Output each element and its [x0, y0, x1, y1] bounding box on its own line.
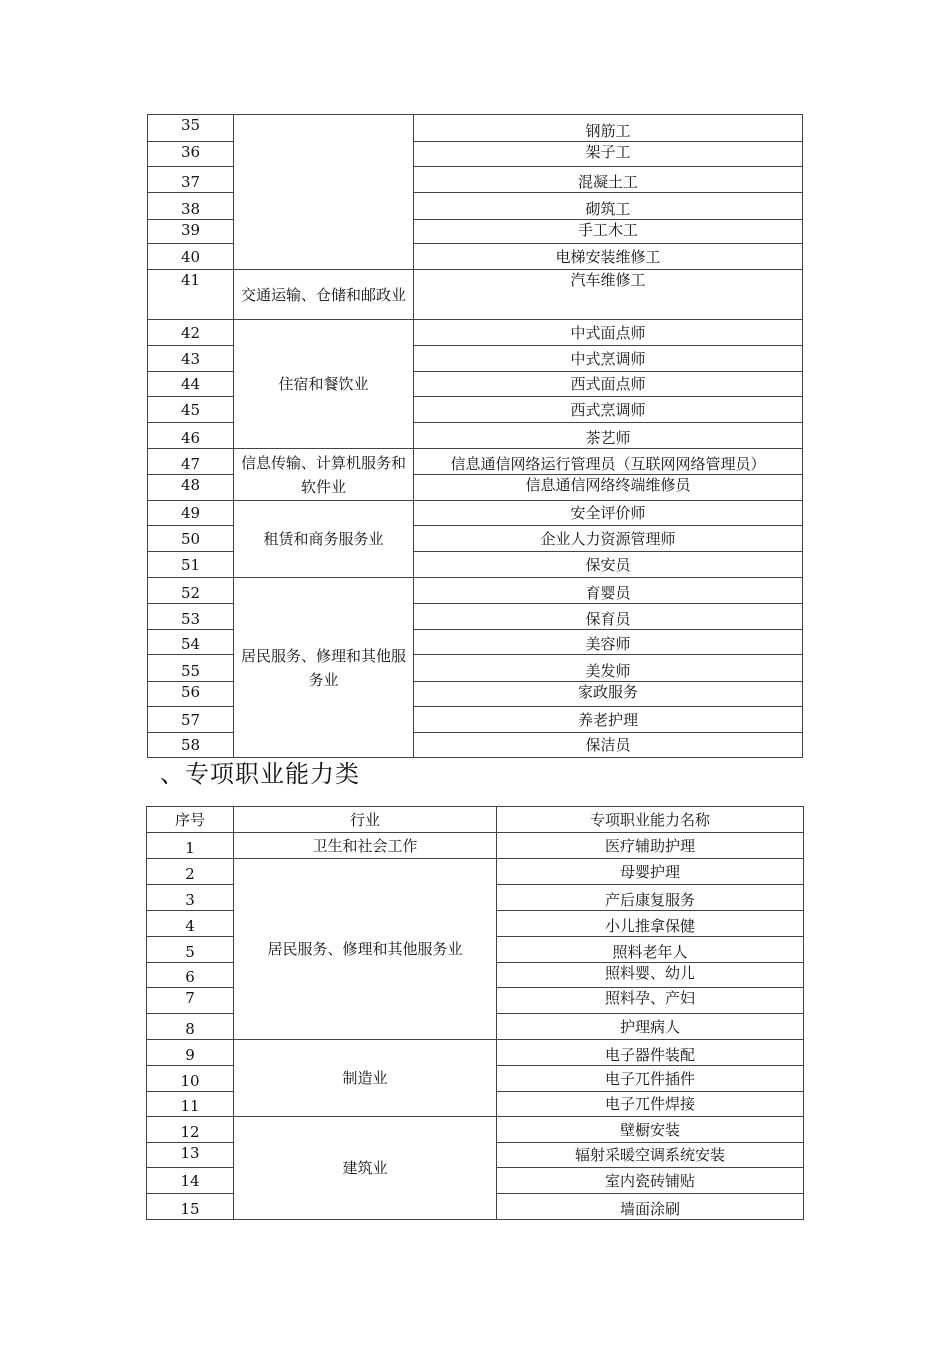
occupation-name: 保安员: [414, 552, 803, 578]
row-number: 35: [148, 115, 234, 142]
row-number: 40: [148, 244, 234, 270]
occupation-name: 架子工: [414, 142, 803, 167]
ability-name: 电子兀件焊接: [497, 1092, 804, 1117]
occupation-name: 汽车维修工: [414, 270, 803, 320]
row-number: 8: [147, 1014, 234, 1040]
occupation-name: 美容师: [414, 630, 803, 655]
occupation-name: 养老护理: [414, 707, 803, 733]
row-number: 9: [147, 1040, 234, 1066]
row-number: 2: [147, 859, 234, 885]
row-number: 10: [147, 1066, 234, 1092]
occupation-name: 美发师: [414, 655, 803, 682]
industry-cell: 居民服务、修理和其他服务业: [234, 859, 497, 1040]
table-row: [147, 833, 804, 859]
row-number: 3: [147, 885, 234, 911]
row-number: 12: [147, 1117, 234, 1143]
industry-cell: 卫生和社会工作: [234, 833, 497, 859]
row-number: 1: [147, 833, 234, 859]
occupation-name: 信息通信网络运行管理员（互联网网络管理员）: [414, 449, 803, 475]
row-number: 56: [148, 682, 234, 707]
table-row: [148, 449, 803, 475]
row-number: 48: [148, 475, 234, 501]
row-number: 53: [148, 604, 234, 630]
section-heading: 、专项职业能力类: [160, 760, 360, 788]
ability-name: 照料老年人: [497, 937, 804, 963]
occupation-name: 企业人力资源管理师: [414, 526, 803, 552]
table-row: [148, 270, 803, 320]
ability-name: 电子兀件插件: [497, 1066, 804, 1092]
industry-cell: 住宿和餐饮业: [234, 320, 414, 449]
row-number: 37: [148, 167, 234, 193]
row-number: 39: [148, 220, 234, 244]
industry-cell: 建筑业: [234, 1117, 497, 1220]
occupation-name: 保洁员: [414, 733, 803, 758]
occupation-name: 中式烹调师: [414, 346, 803, 372]
row-number: 55: [148, 655, 234, 682]
row-number: 7: [147, 988, 234, 1014]
occupation-name: 信息通信网络终端维修员: [414, 475, 803, 501]
occupation-name: 家政服务: [414, 682, 803, 707]
ability-name: 护理病人: [497, 1014, 804, 1040]
industry-cell: 居民服务、修理和其他服务业: [234, 578, 414, 758]
row-number: 38: [148, 193, 234, 220]
row-number: 44: [148, 372, 234, 397]
ability-name: 照料婴、幼儿: [497, 963, 804, 988]
table-row: [147, 859, 804, 885]
occupation-name: 砌筑工: [414, 193, 803, 220]
special-ability-table: [146, 806, 804, 1220]
table-header-row: [147, 807, 804, 833]
row-number: 4: [147, 911, 234, 937]
table-row: [147, 1040, 804, 1066]
row-number: 46: [148, 423, 234, 449]
industry-cell: [234, 115, 414, 270]
ability-name: 辐射采暖空调系统安装: [497, 1143, 804, 1168]
ability-name: 产后康复服务: [497, 885, 804, 911]
occupation-table: [147, 114, 803, 758]
table-row: [148, 115, 803, 142]
occupation-name: 混凝土工: [414, 167, 803, 193]
ability-name: 壁橱安装: [497, 1117, 804, 1143]
occupation-name: 中式面点师: [414, 320, 803, 346]
occupation-name: 育婴员: [414, 578, 803, 604]
row-number: 50: [148, 526, 234, 552]
row-number: 5: [147, 937, 234, 963]
occupation-name: 保育员: [414, 604, 803, 630]
header-name: 专项职业能力名称: [497, 807, 804, 833]
table-row: [148, 320, 803, 346]
row-number: 49: [148, 501, 234, 526]
row-number: 6: [147, 963, 234, 988]
industry-cell: 信息传输、计算机服务和软件业: [234, 449, 414, 501]
row-number: 51: [148, 552, 234, 578]
row-number: 47: [148, 449, 234, 475]
occupation-name: 钢筋工: [414, 115, 803, 142]
occupation-name: 茶艺师: [414, 423, 803, 449]
ability-name: 照料孕、产妇: [497, 988, 804, 1014]
header-industry: 行业: [234, 807, 497, 833]
row-number: 58: [148, 733, 234, 758]
occupation-name: 安全评价师: [414, 501, 803, 526]
row-number: 54: [148, 630, 234, 655]
row-number: 45: [148, 397, 234, 423]
row-number: 57: [148, 707, 234, 733]
occupation-name: 手工木工: [414, 220, 803, 244]
row-number: 13: [147, 1143, 234, 1168]
row-number: 52: [148, 578, 234, 604]
table-row: [148, 501, 803, 526]
row-number: 42: [148, 320, 234, 346]
table-row: [148, 578, 803, 604]
industry-cell: 交通运输、仓储和邮政业: [234, 270, 414, 320]
ability-name: 医疗辅助护理: [497, 833, 804, 859]
header-no: 序号: [147, 807, 234, 833]
row-number: 15: [147, 1194, 234, 1220]
table-row: [147, 1117, 804, 1143]
occupation-name: 西式烹调师: [414, 397, 803, 423]
occupation-name: 西式面点师: [414, 372, 803, 397]
ability-name: 室内瓷砖铺贴: [497, 1168, 804, 1194]
ability-name: 墙面涂刷: [497, 1194, 804, 1220]
ability-name: 小儿推拿保健: [497, 911, 804, 937]
industry-cell: 租赁和商务服务业: [234, 501, 414, 578]
ability-name: 母婴护理: [497, 859, 804, 885]
ability-name: 电子器件装配: [497, 1040, 804, 1066]
row-number: 11: [147, 1092, 234, 1117]
industry-cell: 制造业: [234, 1040, 497, 1117]
row-number: 43: [148, 346, 234, 372]
row-number: 36: [148, 142, 234, 167]
occupation-name: 电梯安装维修工: [414, 244, 803, 270]
row-number: 14: [147, 1168, 234, 1194]
row-number: 41: [148, 270, 234, 320]
